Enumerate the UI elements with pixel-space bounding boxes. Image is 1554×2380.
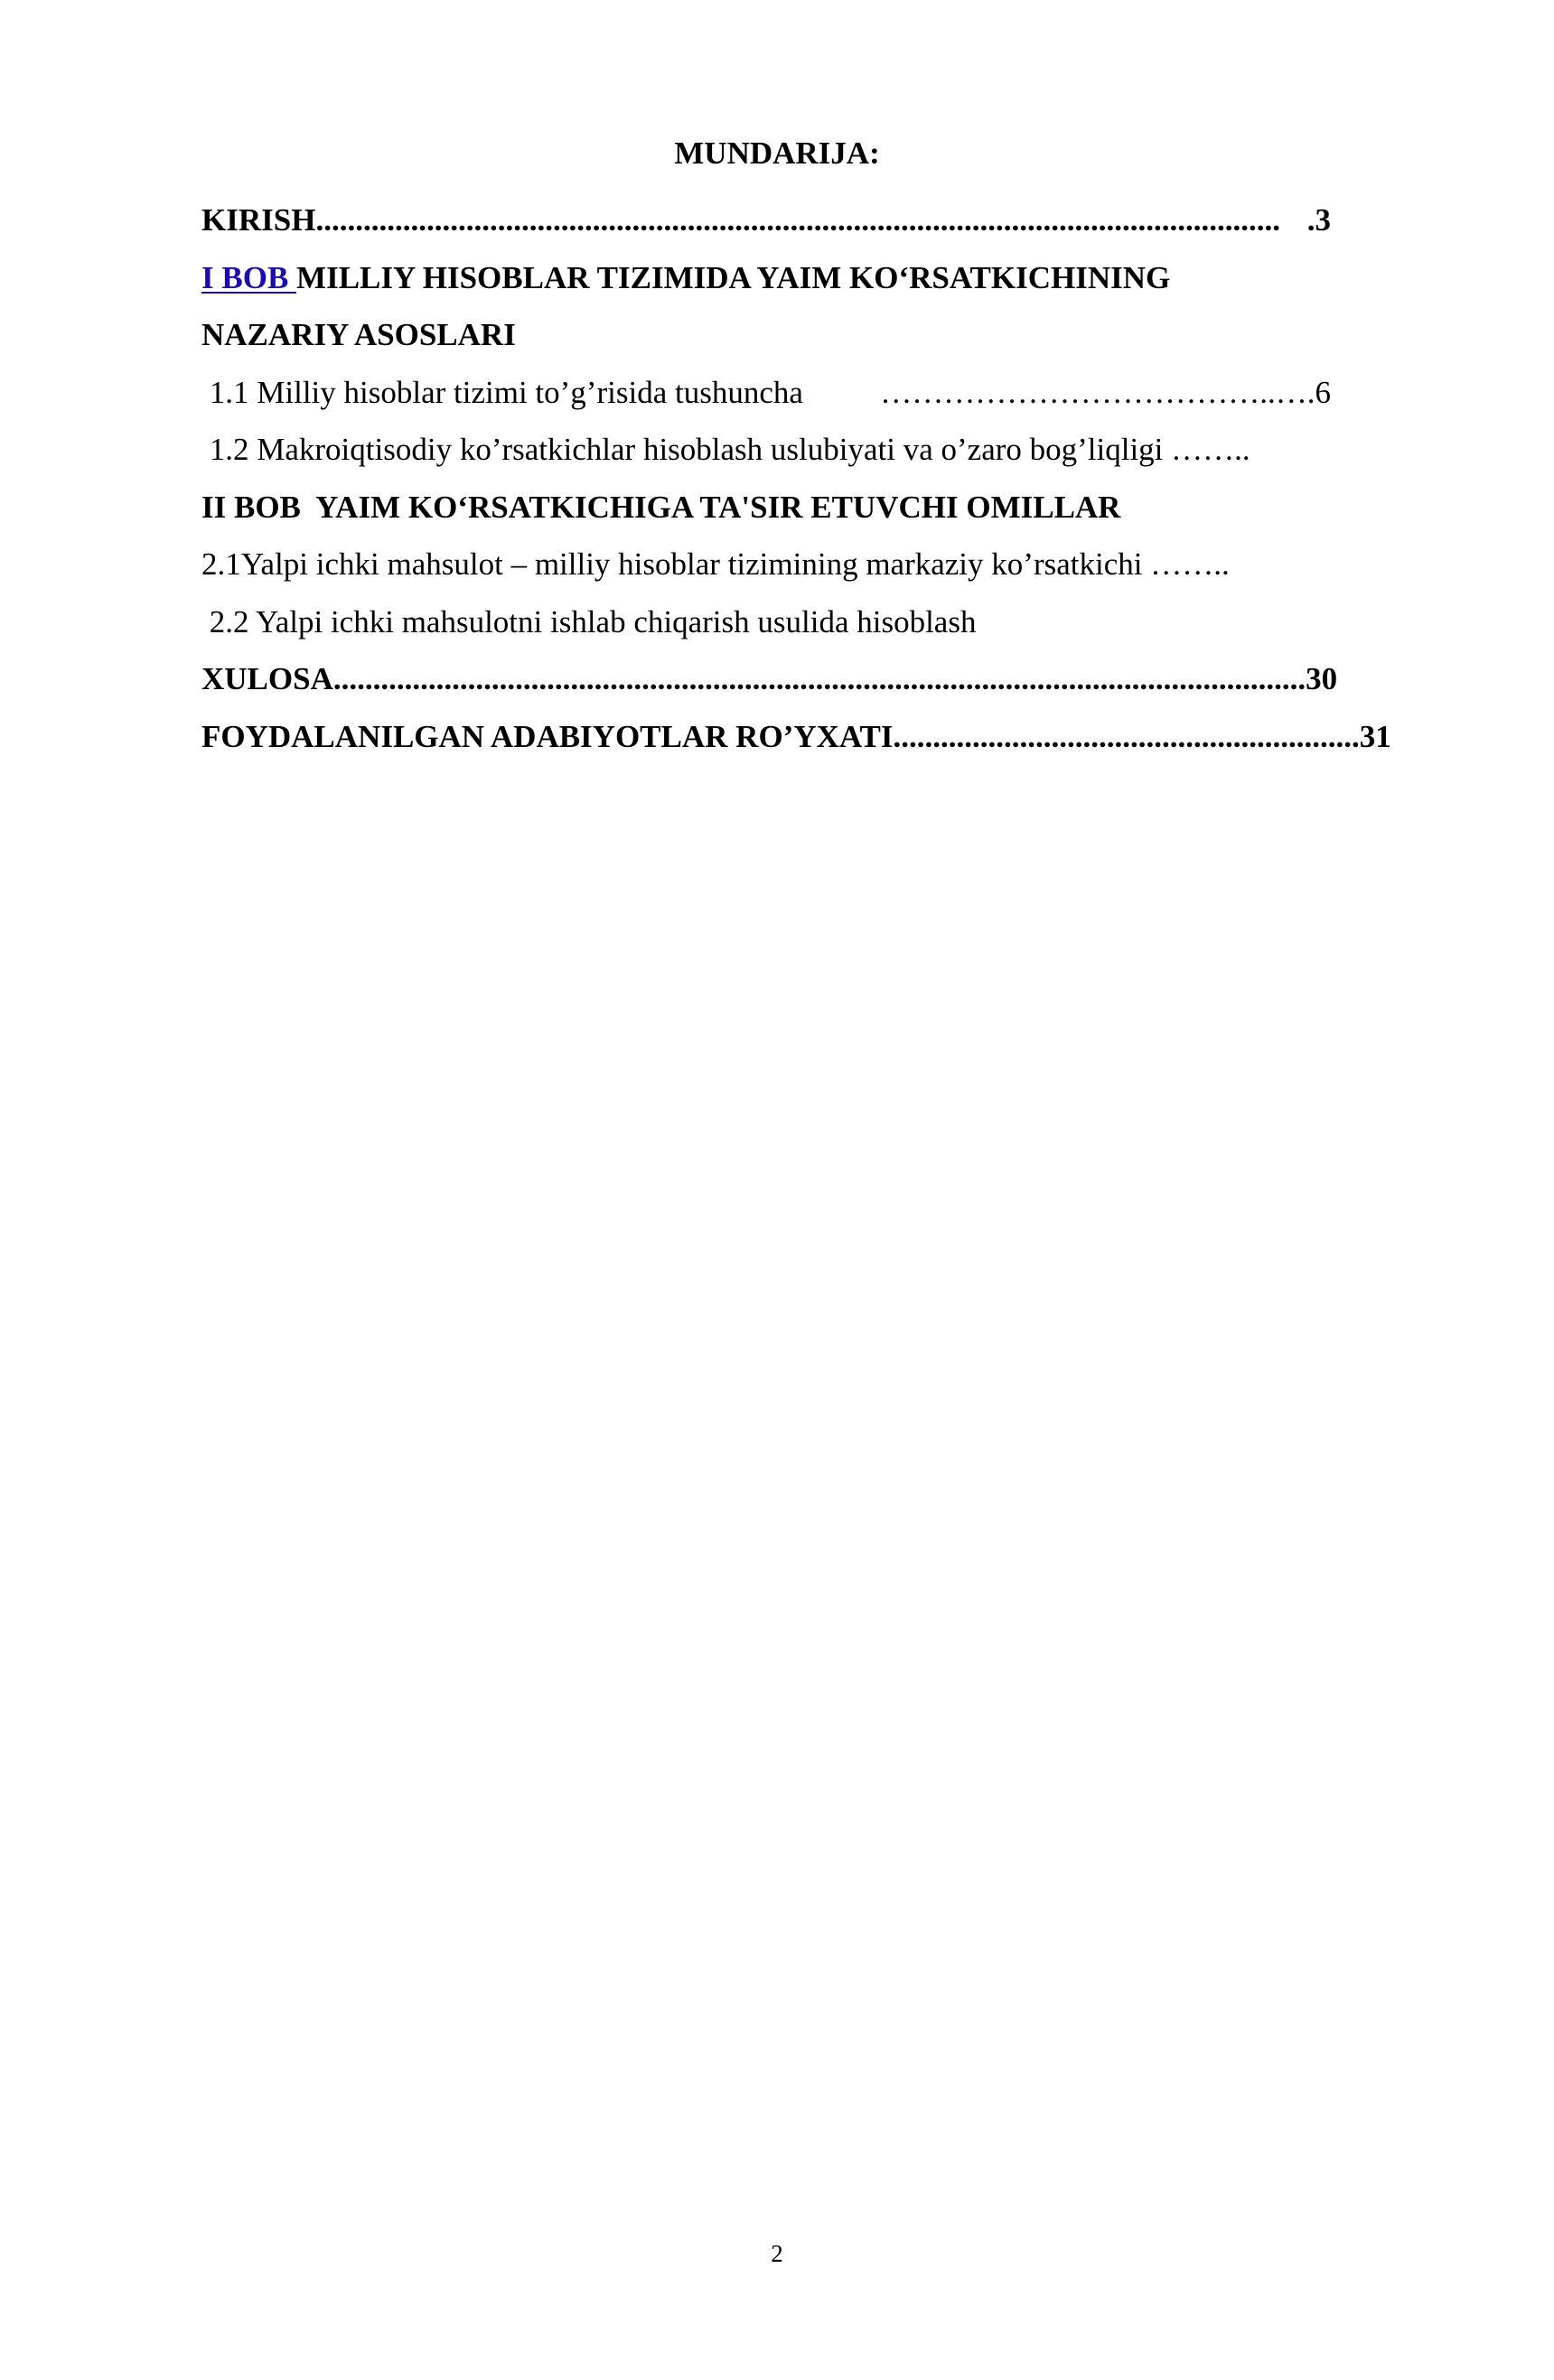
toc-entry-chapter-2: II BOB YAIM KO‘RSATKICHIGA TA'SIR ETUVCHI OMILLAR [201,489,1121,525]
toc-entry-label: 1.1 Milliy hisoblar tizimi to’g’risida tushuncha [201,374,828,410]
toc-entry-adabiyotlar [201,708,1391,766]
chapter-1-title: MILLIY HISOBLAR TIZIMIDA YAIM KO‘RSATKICHINING [296,259,1171,295]
page-title: MUNDARIJA: [674,135,880,171]
toc-entry-kirish [201,191,1331,249]
toc-entry-section-1-1 [201,364,1331,422]
toc-entry-xulosa [201,650,1338,708]
toc-entry-chapter-1 [201,249,1331,307]
toc-entry-label: FOYDALANILGAN ADABIYOTLAR RO’YXATI [201,718,894,754]
toc-leader-dots: .......................................................... [893,718,1353,754]
toc-entry-section-2-1: 2.1Yalpi ichki mahsulot – milliy hisoblar tizimining markaziy ko’rsatkichi …….. [201,546,1230,582]
toc-entry-chapter-1-continued: NAZARIY ASOSLARI [201,317,516,352]
table-of-contents [201,191,1391,765]
toc-page-number: ….6 [1275,374,1331,410]
page-number: 2 [771,2240,783,2267]
toc-entry-label: KIRISH [201,202,316,238]
toc-entry-section-1-2: 1.2 Makroiqtisodiy ko’rsatkichlar hisoblash uslubiyati va o’zaro bog’liqligi …….. [201,432,1250,467]
toc-entry-section-2-2: 2.2 Yalpi ichki mahsulotni ishlab chiqarish usulida hisoblash [201,603,977,639]
chapter-1-link[interactable]: I BOB [201,259,297,295]
toc-leader-dots: .......................................................................................................................... [315,202,1280,238]
toc-page-number: .30 [1297,661,1338,696]
toc-leader-dots: ……………………………….. [880,374,1276,410]
toc-page-number: .3 [1306,202,1331,238]
toc-leader-dots: .......................................................................................................................... [332,661,1298,696]
toc-entry-label: XULOSA [201,661,333,696]
toc-page-number: .31 [1352,718,1391,754]
